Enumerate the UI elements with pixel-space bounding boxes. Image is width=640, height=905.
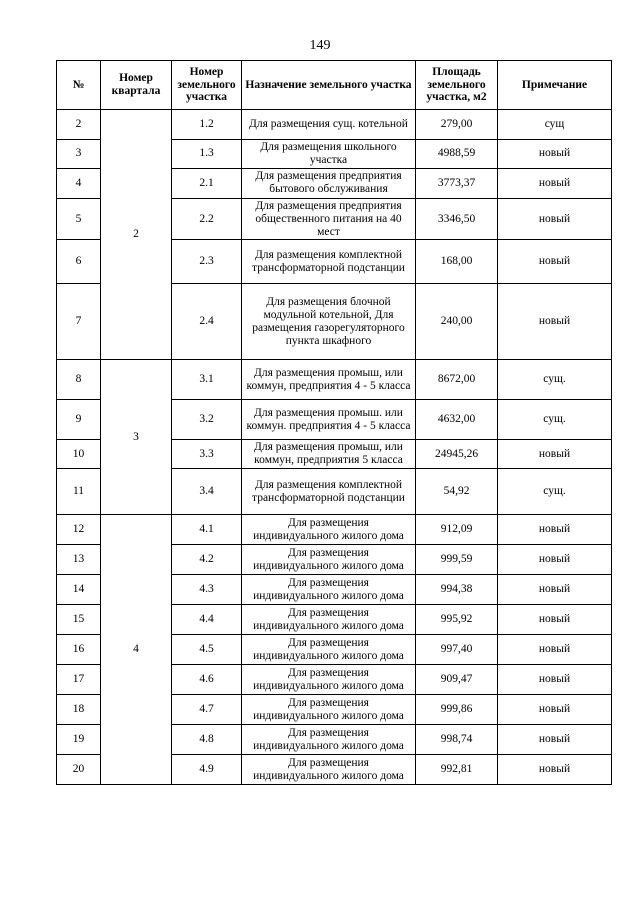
area-cell: 8672,00 — [416, 360, 498, 400]
note-cell: сущ — [498, 110, 612, 140]
row-number-cell: 16 — [57, 635, 101, 665]
plot-number-cell: 4.3 — [172, 575, 242, 605]
table-row — [57, 360, 612, 400]
header-num: № — [57, 61, 101, 110]
plot-number-cell: 4.7 — [172, 695, 242, 725]
purpose-cell: Для размещения комплектной трансформаторной подстанции — [242, 240, 416, 284]
plot-number-cell: 2.2 — [172, 198, 242, 240]
note-cell: новый — [498, 545, 612, 575]
area-cell: 24945,26 — [416, 440, 498, 469]
purpose-cell: Для размещения блочной модульной котельной, Для размещения газорегуляторного пункта шкафного — [242, 284, 416, 360]
note-cell: новый — [498, 695, 612, 725]
row-number-cell: 19 — [57, 725, 101, 755]
plot-number-cell: 4.5 — [172, 635, 242, 665]
row-number-cell: 10 — [57, 440, 101, 469]
row-number-cell: 7 — [57, 284, 101, 360]
purpose-cell: Для размещения индивидуального жилого дома — [242, 515, 416, 545]
area-cell: 54,92 — [416, 469, 498, 515]
land-plots-table — [56, 60, 612, 785]
header-area: Площадь земельного участка, м2 — [416, 61, 498, 110]
plot-number-cell: 3.1 — [172, 360, 242, 400]
block-number-cell: 4 — [101, 515, 172, 785]
note-cell: новый — [498, 240, 612, 284]
note-cell: сущ. — [498, 400, 612, 440]
plot-number-cell: 4.4 — [172, 605, 242, 635]
plot-number-cell: 2.3 — [172, 240, 242, 284]
purpose-cell: Для размещения индивидуального жилого дома — [242, 605, 416, 635]
area-cell: 999,59 — [416, 545, 498, 575]
page-number: 149 — [309, 38, 331, 53]
row-number-cell: 15 — [57, 605, 101, 635]
plot-number-cell: 4.6 — [172, 665, 242, 695]
note-cell: новый — [498, 605, 612, 635]
header-block: Номер квартала — [101, 61, 172, 110]
note-cell: новый — [498, 725, 612, 755]
purpose-cell: Для размещения индивидуального жилого дома — [242, 545, 416, 575]
area-cell: 998,74 — [416, 725, 498, 755]
plot-number-cell: 2.4 — [172, 284, 242, 360]
note-cell: новый — [498, 515, 612, 545]
plot-number-cell: 3.2 — [172, 400, 242, 440]
row-number-cell: 20 — [57, 755, 101, 785]
note-cell: новый — [498, 198, 612, 240]
area-cell: 997,40 — [416, 635, 498, 665]
plot-number-cell: 1.2 — [172, 110, 242, 140]
purpose-cell: Для размещения индивидуального жилого дома — [242, 575, 416, 605]
table-row — [57, 110, 612, 140]
area-cell: 4632,00 — [416, 400, 498, 440]
row-number-cell: 9 — [57, 400, 101, 440]
block-number-cell: 2 — [101, 110, 172, 360]
note-cell: сущ. — [498, 360, 612, 400]
plot-number-cell: 3.3 — [172, 440, 242, 469]
row-number-cell: 17 — [57, 665, 101, 695]
note-cell: новый — [498, 665, 612, 695]
note-cell: новый — [498, 755, 612, 785]
purpose-cell: Для размещения сущ. котельной — [242, 110, 416, 140]
row-number-cell: 2 — [57, 110, 101, 140]
purpose-cell: Для размещения индивидуального жилого дома — [242, 635, 416, 665]
purpose-cell: Для размещения индивидуального жилого дома — [242, 755, 416, 785]
area-cell: 912,09 — [416, 515, 498, 545]
note-cell: новый — [498, 440, 612, 469]
purpose-cell: Для размещения индивидуального жилого дома — [242, 725, 416, 755]
row-number-cell: 3 — [57, 140, 101, 169]
area-cell: 995,92 — [416, 605, 498, 635]
purpose-cell: Для размещения индивидуального жилого дома — [242, 665, 416, 695]
row-number-cell: 13 — [57, 545, 101, 575]
plot-number-cell: 4.2 — [172, 545, 242, 575]
plot-number-cell: 4.8 — [172, 725, 242, 755]
area-cell: 279,00 — [416, 110, 498, 140]
row-number-cell: 12 — [57, 515, 101, 545]
block-number-cell: 3 — [101, 360, 172, 515]
header-purpose: Назначение земельного участка — [242, 61, 416, 110]
row-number-cell: 18 — [57, 695, 101, 725]
area-cell: 909,47 — [416, 665, 498, 695]
purpose-cell: Для размещения промыш, или коммун, предприятия 4 - 5 класса — [242, 360, 416, 400]
purpose-cell: Для размещения школьного участка — [242, 140, 416, 169]
purpose-cell: Для размещения индивидуального жилого дома — [242, 695, 416, 725]
row-number-cell: 8 — [57, 360, 101, 400]
row-number-cell: 11 — [57, 469, 101, 515]
area-cell: 240,00 — [416, 284, 498, 360]
note-cell: новый — [498, 575, 612, 605]
table-row — [57, 515, 612, 545]
row-number-cell: 6 — [57, 240, 101, 284]
note-cell: новый — [498, 168, 612, 198]
header-plot: Номер земельного участка — [172, 61, 242, 110]
purpose-cell: Для размещения предприятия бытового обслуживания — [242, 168, 416, 198]
header-note: Примечание — [498, 61, 612, 110]
header-row — [57, 61, 612, 110]
plot-number-cell: 3.4 — [172, 469, 242, 515]
note-cell: сущ. — [498, 469, 612, 515]
plot-number-cell: 2.1 — [172, 168, 242, 198]
area-cell: 168,00 — [416, 240, 498, 284]
area-cell: 3346,50 — [416, 198, 498, 240]
purpose-cell: Для размещения промыш, или коммун, предприятия 5 класса — [242, 440, 416, 469]
area-cell: 992,81 — [416, 755, 498, 785]
plot-number-cell: 4.1 — [172, 515, 242, 545]
area-cell: 3773,37 — [416, 168, 498, 198]
area-cell: 994,38 — [416, 575, 498, 605]
area-cell: 4988,59 — [416, 140, 498, 169]
note-cell: новый — [498, 635, 612, 665]
row-number-cell: 14 — [57, 575, 101, 605]
area-cell: 999,86 — [416, 695, 498, 725]
plot-number-cell: 1.3 — [172, 140, 242, 169]
row-number-cell: 4 — [57, 168, 101, 198]
row-number-cell: 5 — [57, 198, 101, 240]
note-cell: новый — [498, 140, 612, 169]
note-cell: новый — [498, 284, 612, 360]
purpose-cell: Для размещения комплектной трансформаторной подстанции — [242, 469, 416, 515]
purpose-cell: Для размещения предприятия общественного питания на 40 мест — [242, 198, 416, 240]
purpose-cell: Для размещения промыш. или коммун. предприятия 4 - 5 класса — [242, 400, 416, 440]
plot-number-cell: 4.9 — [172, 755, 242, 785]
